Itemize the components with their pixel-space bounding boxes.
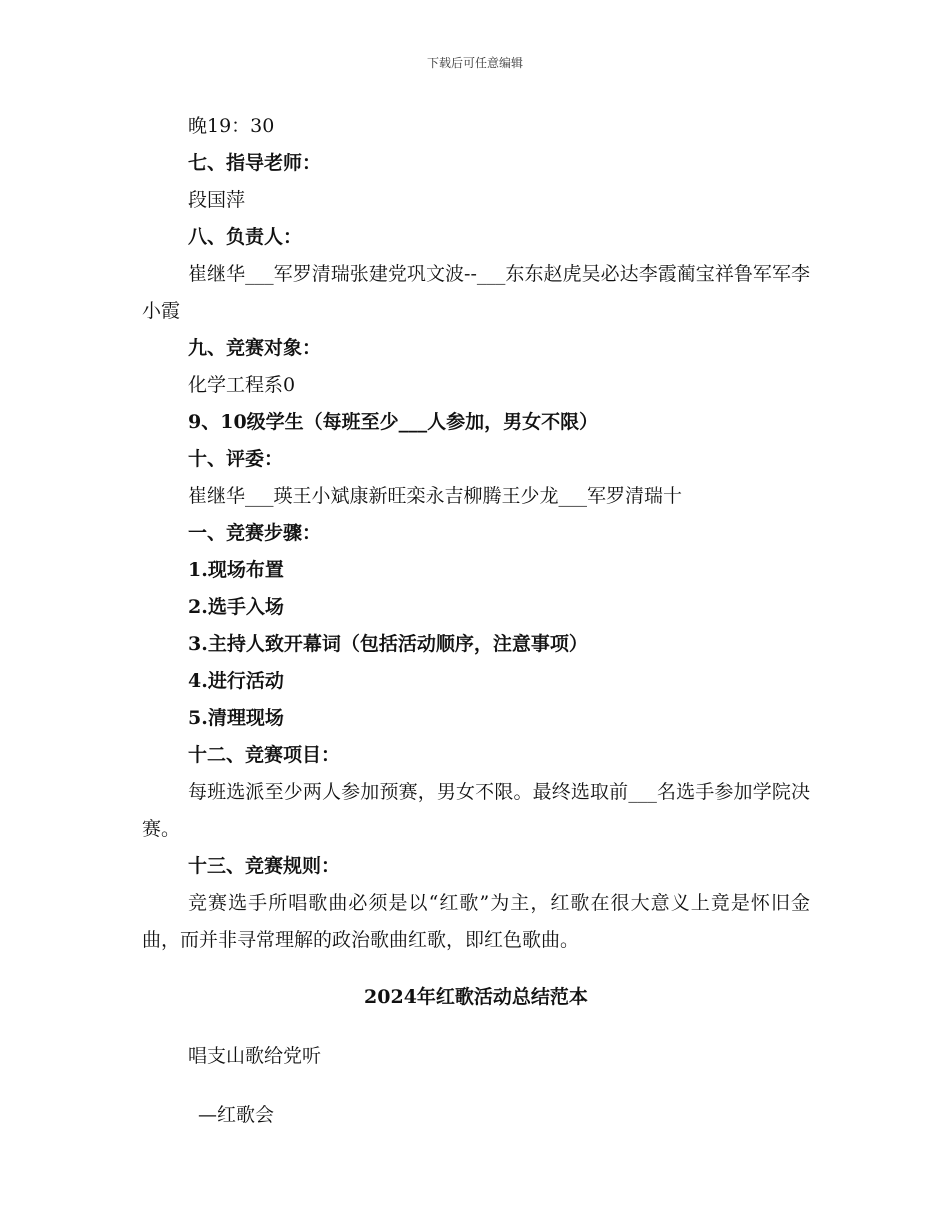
section-heading-rules: 十三、竞赛规则： <box>188 855 341 877</box>
step-4: 4.进行活动 <box>188 670 284 692</box>
section-heading-project: 十二、竞赛项目： <box>188 744 341 766</box>
subtitle-song: 唱支山歌给党听 <box>188 1045 322 1067</box>
section-heading-judges: 十、评委： <box>188 448 284 470</box>
subtitle-event: —红歌会 <box>198 1104 275 1126</box>
judges-names: 崔继华___瑛王小斌康新旺栾永吉柳腾王少龙___军罗清瑞十 <box>188 485 683 507</box>
section-heading-steps: 一、竞赛步骤： <box>188 522 322 544</box>
section-heading-responsible: 八、负责人： <box>188 226 303 248</box>
advisor-name: 段国萍 <box>188 189 246 211</box>
section-heading-advisor: 七、指导老师： <box>188 152 322 174</box>
responsible-names: 崔继华___军罗清瑞张建党巩文波--___东东赵虎吴必达李霞蔺宝祥鲁军军李小霞 <box>142 263 810 322</box>
step-3: 3.主持人致开幕词（包括活动顺序，注意事项） <box>188 633 588 655</box>
project-description: 每班选派至少两人参加预赛，男女不限。最终选取前___名选手参加学院决赛。 <box>142 781 810 840</box>
time-line: 晚19：30 <box>188 115 275 137</box>
page-header: 下载后可任意编辑 <box>426 56 523 70</box>
document-title: 2024年红歌活动总结范本 <box>364 986 588 1008</box>
step-5: 5.清理现场 <box>188 707 284 729</box>
target-students: 9、10级学生（每班至少___人参加，男女不限） <box>188 411 599 433</box>
rules-description: 竞赛选手所唱歌曲必须是以“红歌”为主，红歌在很大意义上竟是怀旧金曲，而并非寻常理解的政治歌曲红歌，即红色歌曲。 <box>142 892 810 951</box>
section-heading-target: 九、竞赛对象： <box>188 337 322 359</box>
target-department: 化学工程系0 <box>188 374 296 396</box>
step-1: 1.现场布置 <box>188 559 284 581</box>
document-body <box>142 108 810 1134</box>
step-2: 2.选手入场 <box>188 596 284 618</box>
